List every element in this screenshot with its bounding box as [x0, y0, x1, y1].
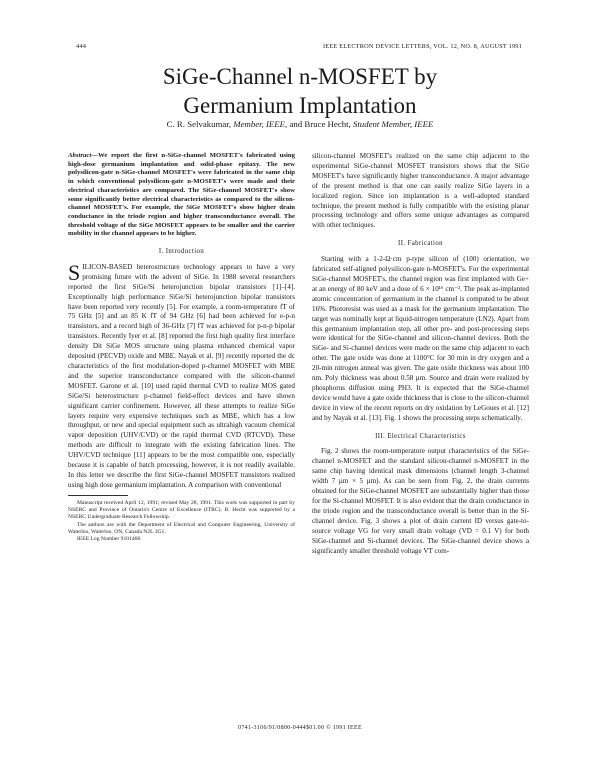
paper-title	[0, 62, 600, 120]
intro-continuation: silicon-channel MOSFET's realized on the same chip adjacent to the experimental SiGe-channel MOSFET transistors shows that the SiGe MOSFET's have significantly higher transconductance. A major advantage of the present method is that one can easily realize SiGe layers in a localized region. Since ion implantation is a well-adopted standard technique, the present method is fully compatible with the existing planar processing technology and offers some unique advantages as compared with other techniques.	[312, 152, 529, 230]
title-line-1: SiGe-Channel n-MOSFET by	[162, 64, 438, 89]
journal-header: IEEE ELECTRON DEVICE LETTERS, VOL. 12, NO. 8, AUGUST 1991	[322, 43, 522, 50]
abstract	[68, 152, 295, 239]
electrical-paragraph: Fig. 2 shows the room-temperature output characteristics of the SiGe-channel n-MOSFET and the standard silicon-channel n-MOSFET in the same chip having identical mask dimensions (channel length 3-channel width 7 µm × 5 µm). As can be seen from Fig. 2, the drain currents obtained for the SiGe-channel MOSFET are substantially higher than those for the Si-channel MOSFET. It is also evident that the drain conductance in the triode region and the transconductance overall is better than in the Si-channel device. Fig. 3 shows a plot of drain current ID versus gate-to-source voltage VG for very small drain voltage (VD = 0.1 V) for both SiGe-channel and Si-channel devices. The SiGe-channel device shows a significantly smaller threshold voltage VT com-	[312, 447, 529, 555]
section-heading-introduction: I. Introduction	[158, 248, 205, 256]
author-1: C. R. Selvakumar,	[166, 119, 232, 129]
author-line	[0, 119, 600, 129]
abstract-lead: Abstract—	[68, 152, 99, 159]
footnote-rule	[68, 495, 128, 496]
page-number: 444	[76, 43, 87, 50]
left-column	[68, 152, 295, 544]
title-line-2: Germanium Implantation	[183, 93, 417, 118]
author-1-title: Member, IEEE,	[233, 119, 288, 129]
right-column	[312, 152, 529, 556]
section-heading-electrical: III. Electrical Characteristics	[375, 432, 466, 440]
copyright-line: 0741-3106/91/0800-0444$01.00 © 1991 IEEE	[238, 725, 362, 731]
fabrication-paragraph: Starting with a 1-2-Ω·cm p-type silicon of (100) orientation, we fabricated self-aligned polysilicon-gate n-MOSFET's. For the experimental SiGe-channel MOSFET's, the channel region was first implanted with Ge+ at an energy of 80 keV and a dose of 6 × 10¹⁶ cm⁻². The peak as-implanted atomic concentration of germanium in the channel is computed to be about 16%. Photoresist was used as a mask for the germanium implantation. The target was nominally kept at liquid-nitrogen temperature (LN2). Apart from this germanium implantation step, all other pre- and post-processing steps were identical for the SiGe-channel and silicon-channel devices. Both the SiGe- and Si-channel devices were made on the same chip adjacent to each other. The gate oxide was done at 1100°C for 30 min in dry oxygen and a 20-min nitrogen anneal was given. The gate oxide thickness was about 100 nm. Poly thickness was about 0.58 µm. Source and drain were realized by phosphorus diffusion using PH3. It is expected that the SiGe-channel device would have a gate oxide thickness that is close to the silicon-channel device in view of the recent reports on dry oxidation by LeGoues et al. [12] and by Nayak et al. [13]. Fig. 1 shows the processing steps schematically.	[312, 255, 529, 422]
footnote-manuscript: Manuscript received April 12, 1991; revised May 28, 1991. This work was supported in part by NSERC and Province of Ontario's Centre of Excellence (ITRC). B. Hecht was supported by a NSERC Undergraduate Research Fellowship.	[68, 499, 295, 521]
section-heading-fabrication: II. Fabrication	[398, 240, 443, 248]
author-conjunction: and Bruce Hecht,	[289, 119, 351, 129]
intro-text: heterostructure technology appears to have a very promising future with the advent of SiGe. In 1988 several researchers reported the first SiGe/Si heterojunction bipolar transistors [1]–[4]. Exceptionally high performance SiGe/Si heterojunction bipolar transistors have been reported very recently [5]. For example, a room-temperature fT of 75 GHz [5] and an 85 K fT of 94 GHz [6] had been achieved for e-p-n transistors, and a record high of 36-GHz [7] fT was achieved for p-n-p bipolar transistors. Recently Iyer et al. [8] reported the first high quality first interface density Dit SiGe MOS structure using plasma enhanced chemical vapor deposited (PECVD) oxide and MBE. Nayak et al. [9] recently reported the dc characteristics of the first modulation-doped p-channel MOSFET with MBE and the superior transconductance compared with the silicon-channel MOSFET. Garone et al. [10] used rapid thermal CVD to realize MOS gated SiGe/Si heterostructure p-channel field-effect devices and have shown significant carrier confinement. However, all these attempts to realize SiGe layers require very expensive techniques such as MBE, which has a low throughput, or new and special equipment such as ultrahigh vacuum chemical vapor deposition (UHV/CVD) or the rapid thermal CVD (RTCVD). These methods are difficult to integrate with the existing fabrication lines. The UHV/CVD technique [11] appears to be the most compatible one, especially because it is capable of batch processing, however, it is not readily available. In this letter we describe the first SiGe-channel MOSFET transistors realized using high dose germanium implantation. A comparison with conventional	[68, 262, 295, 489]
introduction-paragraph	[68, 259, 295, 491]
footnote-affiliation: The authors are with the Department of Electrical and Computer Engineering, University of Waterloo, Waterloo, ON, Canada N2L 3G1.	[68, 521, 295, 535]
author-2-title: Student Member, IEEE	[352, 119, 434, 129]
intro-smallcaps: ILICON-BASED	[82, 262, 133, 271]
drop-cap: S	[68, 259, 81, 285]
footnote-log-number: IEEE Log Number 9101468.	[77, 536, 142, 543]
abstract-text: We report the first n-SiGe-channel MOSFET's fabricated using high-dose germanium implantation and solid-phase epitaxy. The new polysilicon-gate n-SiGe-channel MOSFET's were fabricated in the same chip in which conventional polysilicon-gate n-MOSFET's were made and their electrical characteristics are compared. The SiGe-channel MOSFET's show some significantly better electrical characteristics as compared to the silicon-channel MOSFET's. For example, the SiGe MOSFET's show higher drain conductance in the triode region and higher transconductance overall. The threshold voltage of the SiGe MOSFET appears to be smaller and the carrier mobility in the channel appears to be higher.	[68, 152, 295, 238]
